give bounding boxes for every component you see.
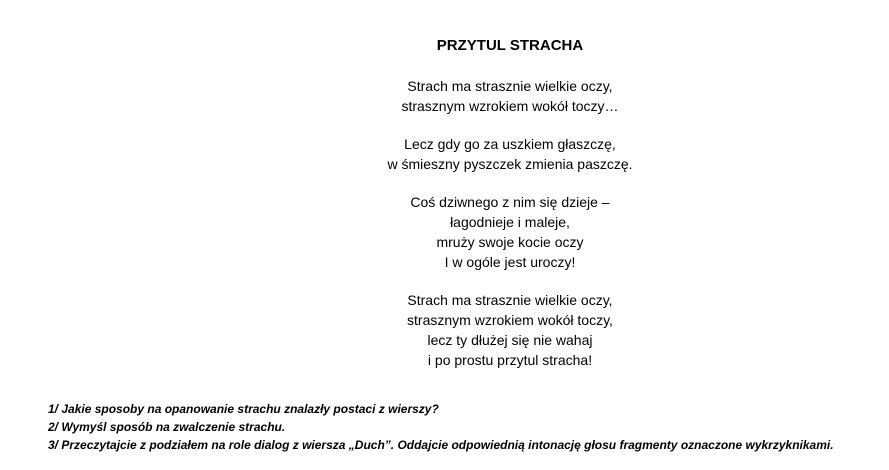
stanza-2 bbox=[260, 134, 760, 174]
poem-line: Strach ma strasznie wielkie oczy, bbox=[407, 78, 613, 94]
poem-title: PRZYTUL STRACHA bbox=[436, 37, 584, 54]
poem-line: strasznym wzrokiem wokół toczy… bbox=[401, 98, 619, 114]
questions-list bbox=[48, 400, 883, 454]
poem-line: w śmieszny pyszczek zmienia paszczę. bbox=[387, 156, 633, 172]
poem-line: i po prostu przytul stracha! bbox=[427, 352, 593, 368]
poem-line: I w ogóle jest uroczy! bbox=[444, 254, 576, 270]
poem-line: Coś dziwnego z nim się dzieje – bbox=[410, 194, 610, 210]
stanza-1 bbox=[260, 76, 760, 116]
poem-line: strasznym wzrokiem wokół toczy, bbox=[407, 312, 613, 328]
poem bbox=[260, 36, 760, 388]
poem-line: Strach ma strasznie wielkie oczy, bbox=[407, 292, 613, 308]
stanza-3 bbox=[260, 192, 760, 272]
question-2: 2/ Wymyśl sposób na zwalczenie strachu. bbox=[48, 420, 286, 434]
question-3: 3/ Przeczytajcie z podziałem na role dialog z wiersza „Duch”. Oddajcie odpowiednią intonację głosu fragmenty oznaczone wykrzyknikami. bbox=[48, 438, 834, 452]
question-1: 1/ Jakie sposoby na opanowanie strachu znalazły postaci z wierszy? bbox=[48, 402, 439, 416]
poem-line: mrużу swoje kocie oczy bbox=[436, 234, 584, 250]
stanza-4 bbox=[260, 290, 760, 370]
poem-line: lecz ty dłużej się nie wahaj bbox=[427, 332, 593, 348]
poem-line: łagodnieje i maleje, bbox=[450, 214, 570, 230]
poem-line: Lecz gdy go za uszkiem głaszczę, bbox=[404, 136, 616, 152]
